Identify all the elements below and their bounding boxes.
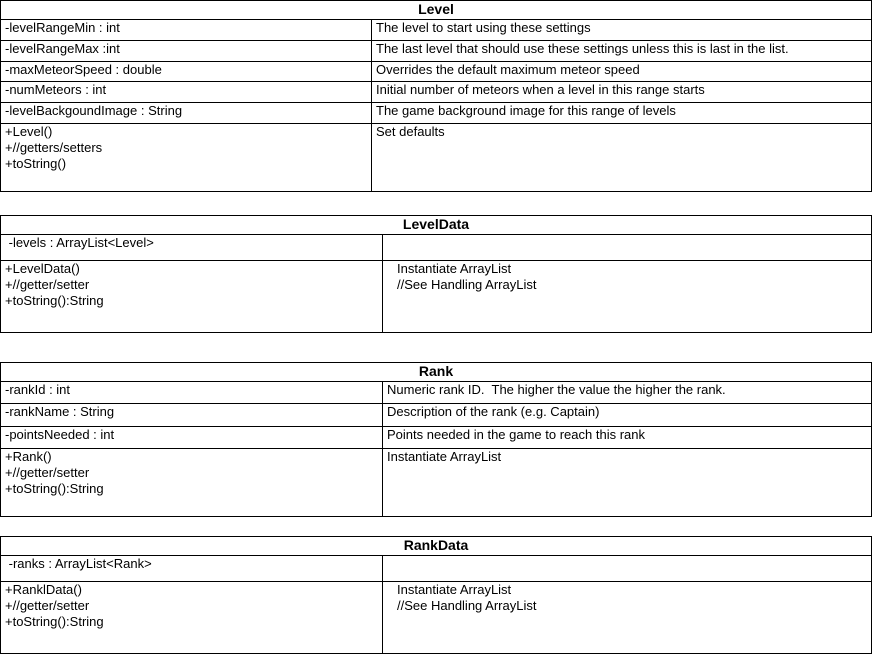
attribute-row: [1, 20, 872, 41]
attribute-member: -levelBackgoundImage : String: [1, 103, 372, 124]
method-note: Instantiate ArrayList: [397, 261, 512, 276]
attribute-member: -maxMeteorSpeed : double: [1, 61, 372, 82]
attribute-description: The level to start using these settings: [372, 20, 872, 41]
method: +toString(): [5, 156, 67, 171]
method-notes-cell: [383, 582, 872, 654]
class-table-rank: [0, 362, 872, 517]
attribute-row: [1, 235, 872, 261]
class-table-rankdata: [0, 536, 872, 654]
attribute-member: -rankId : int: [1, 382, 383, 404]
method: +//getters/setters: [5, 140, 103, 155]
method-note: Set defaults: [376, 124, 445, 139]
method-notes-cell: [372, 124, 872, 192]
method: +toString():String: [5, 481, 104, 496]
attribute-description: Points needed in the game to reach this rank: [383, 426, 872, 448]
method-note: //See Handling ArrayList: [397, 598, 537, 613]
attribute-description: The game background image for this range of levels: [372, 103, 872, 124]
method: +Rank(): [5, 449, 52, 464]
method-note: //See Handling ArrayList: [397, 277, 537, 292]
method: +toString():String: [5, 293, 104, 308]
attribute-row: [1, 61, 872, 82]
attribute-member: -levelRangeMax :int: [1, 40, 372, 61]
method-note: Instantiate ArrayList: [387, 449, 502, 464]
attribute-description: Initial number of meteors when a level in this range starts: [372, 82, 872, 103]
attribute-member: -ranks : ArrayList<Rank>: [1, 556, 383, 582]
attribute-row: [1, 426, 872, 448]
method: +//getter/setter: [5, 277, 90, 292]
attribute-member: -rankName : String: [1, 404, 383, 426]
method: +//getter/setter: [5, 465, 90, 480]
attribute-description: Numeric rank ID. The higher the value the higher the rank.: [383, 382, 872, 404]
attribute-row: [1, 40, 872, 61]
class-table-level: [0, 0, 872, 192]
attribute-description: Overrides the default maximum meteor speed: [372, 61, 872, 82]
attribute-member: -numMeteors : int: [1, 82, 372, 103]
class-name: RankData: [1, 537, 872, 556]
methods-row: [1, 582, 872, 654]
methods-row: [1, 449, 872, 517]
methods-row: [1, 124, 872, 192]
attribute-description: Description of the rank (e.g. Captain): [383, 404, 872, 426]
class-header-row: [1, 537, 872, 556]
method: +RanklData(): [5, 582, 82, 597]
class-name: Rank: [1, 363, 872, 382]
attribute-row: [1, 382, 872, 404]
attribute-member: -levels : ArrayList<Level>: [1, 235, 383, 261]
method: +toString():String: [5, 614, 104, 629]
attribute-row: [1, 556, 872, 582]
attribute-member: -pointsNeeded : int: [1, 426, 383, 448]
attribute-description: [383, 235, 872, 261]
methods-cell: [1, 261, 383, 333]
class-name: LevelData: [1, 216, 872, 235]
attribute-row: [1, 82, 872, 103]
methods-cell: [1, 582, 383, 654]
attribute-row: [1, 404, 872, 426]
class-name: Level: [1, 1, 872, 20]
class-header-row: [1, 1, 872, 20]
methods-cell: [1, 124, 372, 192]
method: +Level(): [5, 124, 53, 139]
method: +//getter/setter: [5, 598, 90, 613]
class-table-leveldata: [0, 215, 872, 333]
method-notes-cell: [383, 449, 872, 517]
methods-cell: [1, 449, 383, 517]
class-header-row: [1, 216, 872, 235]
method-note: Instantiate ArrayList: [397, 582, 512, 597]
method: +LevelData(): [5, 261, 80, 276]
attribute-description: The last level that should use these settings unless this is last in the list.: [372, 40, 872, 61]
methods-row: [1, 261, 872, 333]
attribute-member: -levelRangeMin : int: [1, 20, 372, 41]
attribute-row: [1, 103, 872, 124]
method-notes-cell: [383, 261, 872, 333]
class-header-row: [1, 363, 872, 382]
attribute-description: [383, 556, 872, 582]
